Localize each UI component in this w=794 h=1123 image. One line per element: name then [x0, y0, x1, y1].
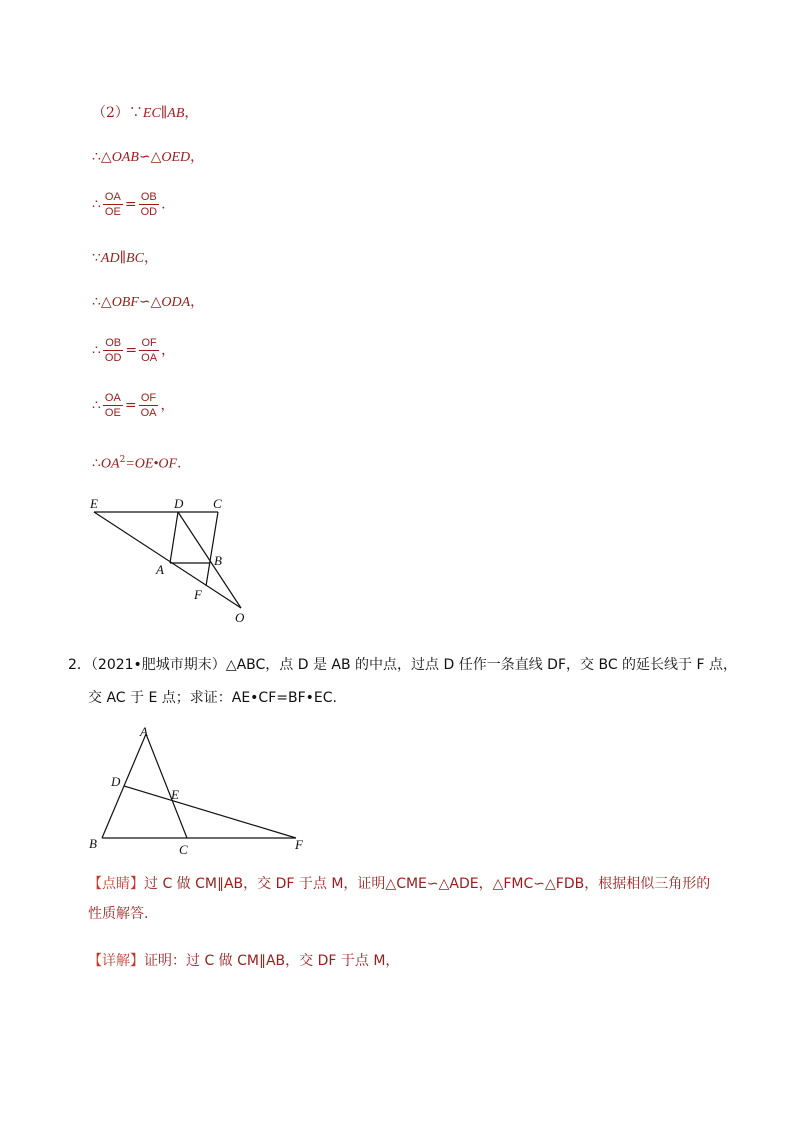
hint-line-2: [88, 903, 148, 925]
fraction: [139, 391, 159, 420]
question-source: （2021•肥城市期末）: [90, 657, 226, 673]
point-label-C: C: [179, 842, 188, 857]
therefore-symbol: ∴: [92, 455, 101, 472]
point-label-D: D: [174, 496, 184, 511]
point-label-E: E: [90, 496, 98, 511]
point-label-F: F: [194, 587, 202, 602]
exponent: 2: [119, 455, 126, 465]
equals-sign: =: [124, 397, 137, 414]
hint-tag: 【点睛】: [88, 876, 144, 892]
fraction-denominator: OD: [140, 206, 158, 218]
proof-expr: △OAB∽△OED: [100, 150, 191, 165]
proof-line-8: [92, 451, 181, 474]
therefore-symbol: ∴: [92, 294, 101, 310]
hint-line-1: [88, 873, 710, 895]
geometry-figure-1: [80, 490, 260, 630]
fraction: [103, 391, 123, 420]
point-label-A: A: [156, 562, 164, 577]
point-label-O: O: [235, 610, 245, 625]
proof-punct: ，: [190, 149, 205, 165]
therefore-symbol: ∴: [92, 196, 101, 213]
segment-DO: [178, 512, 241, 608]
proof-line-4: [92, 249, 158, 268]
because-symbol: ∵: [92, 250, 101, 266]
therefore-symbol: ∴: [92, 149, 101, 165]
proof-punct: ，: [160, 397, 175, 414]
fraction-numerator: OF: [139, 336, 159, 351]
fraction-denominator: OE: [104, 206, 121, 218]
question-2-line-1: [68, 654, 737, 676]
point-label-B: B: [214, 553, 222, 568]
fraction-denominator: OA: [141, 352, 158, 364]
proof-text: （2）∵: [92, 105, 143, 121]
proof-line-5: [92, 293, 204, 312]
therefore-symbol: ∴: [92, 342, 101, 359]
point-label-A: A: [140, 724, 148, 739]
proof-line-6: [92, 336, 175, 365]
detail-text: 证明：过 C 做 CM∥AB，交 DF 于点 M，: [144, 953, 400, 969]
fraction-denominator: OE: [104, 407, 121, 419]
segment-DA: [170, 512, 178, 563]
question-number: 2．: [68, 657, 91, 673]
proof-punct: .: [177, 455, 182, 472]
point-label-B: B: [89, 836, 97, 851]
question-stem: 交 AC 于 E 点；求证：AE•CF=BF•EC.: [88, 690, 337, 706]
equals-sign: =: [124, 196, 137, 213]
fraction: [139, 336, 159, 365]
detail-line-1: [88, 950, 399, 972]
proof-line-3: [92, 190, 166, 219]
proof-expr: EC∥AB: [142, 106, 185, 121]
hint-text: 过 C 做 CM∥AB，交 DF 于点 M，证明△CME∽△ADE，△FMC∽△FDB，根据相似三角形的: [144, 876, 711, 892]
point-label-C: C: [213, 496, 222, 511]
proof-expr: =OE•OF: [125, 456, 178, 472]
fraction: [139, 190, 160, 219]
fraction-numerator: OB: [139, 190, 160, 205]
proof-expr: OA: [100, 456, 120, 472]
segment-CF: [206, 512, 218, 586]
proof-line-1: [92, 104, 198, 123]
fraction: [103, 336, 124, 365]
hint-text: 性质解答.: [88, 906, 149, 922]
point-label-D: D: [111, 774, 121, 789]
point-label-F: F: [295, 837, 303, 852]
detail-tag: 【详解】: [88, 953, 144, 969]
proof-punct: ，: [161, 342, 176, 359]
fraction-numerator: OF: [139, 391, 159, 406]
segment-AC: [146, 734, 187, 838]
fraction-numerator: OA: [104, 392, 121, 404]
proof-punct: ，: [190, 294, 205, 310]
fraction-denominator: OD: [104, 352, 122, 364]
segment-DF: [124, 786, 296, 838]
point-label-E: E: [171, 787, 179, 802]
question-2-line-2: [88, 687, 337, 709]
fraction-numerator: OA: [104, 191, 121, 203]
fraction-numerator: OB: [103, 336, 124, 351]
proof-line-2: [92, 148, 204, 167]
fraction: [103, 190, 123, 219]
fraction-denominator: OA: [140, 407, 157, 419]
therefore-symbol: ∴: [92, 397, 101, 414]
proof-expr: △OBF∽△ODA: [100, 295, 191, 310]
equals-sign: =: [125, 342, 138, 359]
proof-punct: ，: [184, 105, 199, 121]
proof-line-7: [92, 391, 174, 420]
question-stem: △ABC，点 D 是 AB 的中点，过点 D 任作一条直线 DF，交 BC 的延长线于 F 点，: [225, 657, 738, 673]
proof-punct: .: [161, 196, 166, 213]
proof-punct: ，: [143, 250, 158, 266]
proof-expr: AD∥BC: [100, 251, 144, 266]
geometry-figure-2: [86, 722, 316, 858]
